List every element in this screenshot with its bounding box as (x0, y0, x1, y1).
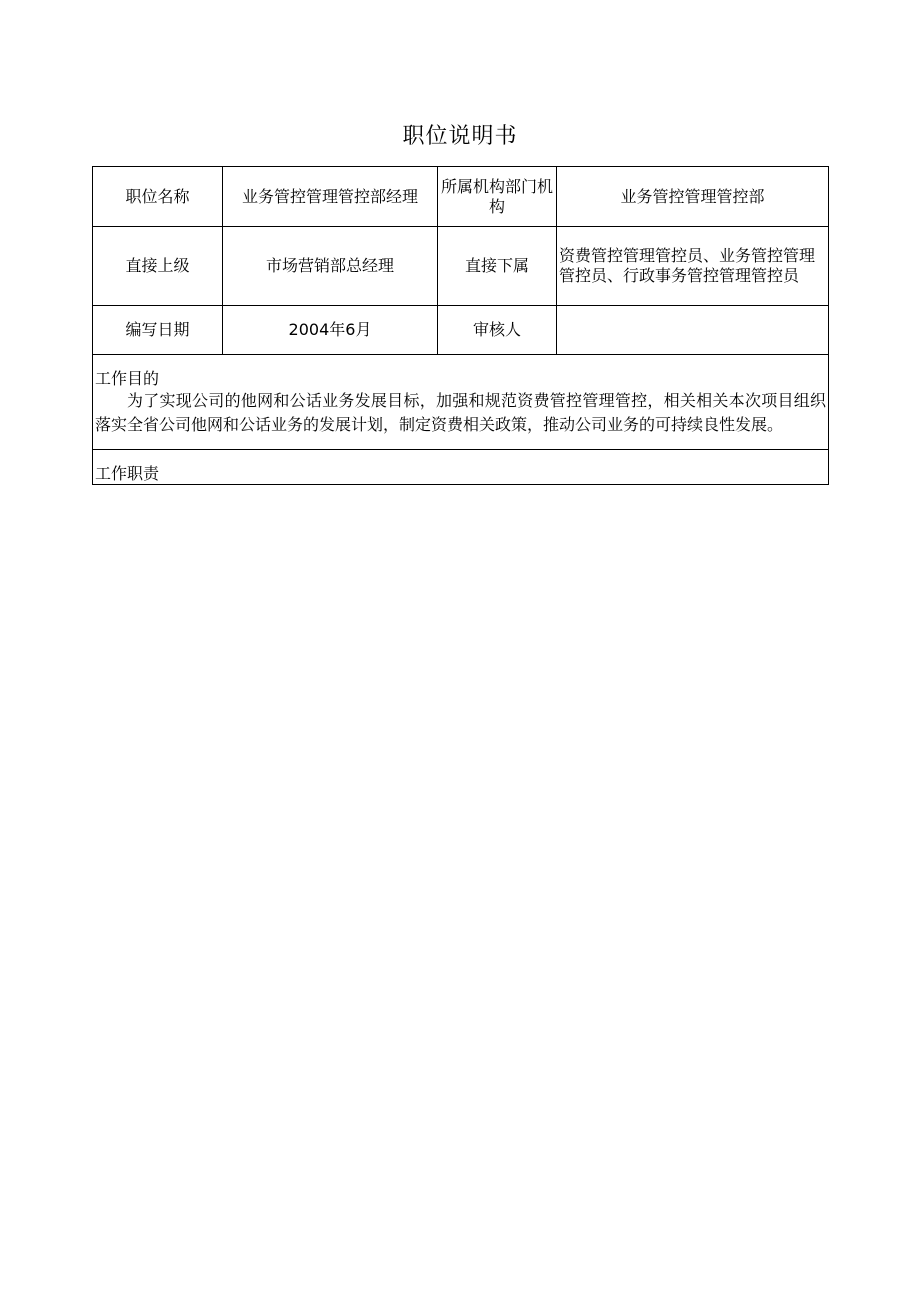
table-row (93, 227, 829, 306)
reviewer-value (557, 306, 829, 355)
direct-superior-value: 市场营销部总经理 (223, 227, 438, 306)
direct-subordinates-value: 资费管控管理管控员、业务管控管理管控员、行政事务管控管理管控员 (557, 227, 829, 306)
purpose-body: 为了实现公司的他网和公话业务发展目标，加强和规范资费管控管理管控，相关相关本次项目组织落实全省公司他网和公话业务的发展计划，制定资费相关政策，推动公司业务的可持续良性发展。 (95, 391, 826, 434)
table-row (93, 306, 829, 355)
purpose-section (93, 355, 829, 450)
direct-subordinates-label: 直接下属 (438, 227, 557, 306)
purpose-heading: 工作目的 (95, 369, 160, 388)
page-title: 职位说明书 (402, 124, 518, 149)
duties-heading: 工作职责 (95, 464, 160, 483)
duties-section (93, 450, 829, 485)
job-info-table (92, 166, 829, 485)
table-row (93, 450, 829, 485)
table-row (93, 355, 829, 450)
reviewer-label: 审核人 (438, 306, 557, 355)
direct-superior-label: 直接上级 (93, 227, 223, 306)
position-name-value: 业务管控管理管控部经理 (223, 167, 438, 227)
table-row (93, 167, 829, 227)
position-name-label: 职位名称 (93, 167, 223, 227)
prepared-date-value: 2004年6月 (223, 306, 438, 355)
department-value: 业务管控管理管控部 (557, 167, 829, 227)
department-label: 所属机构部门机构 (438, 167, 557, 227)
prepared-date-label: 编写日期 (93, 306, 223, 355)
